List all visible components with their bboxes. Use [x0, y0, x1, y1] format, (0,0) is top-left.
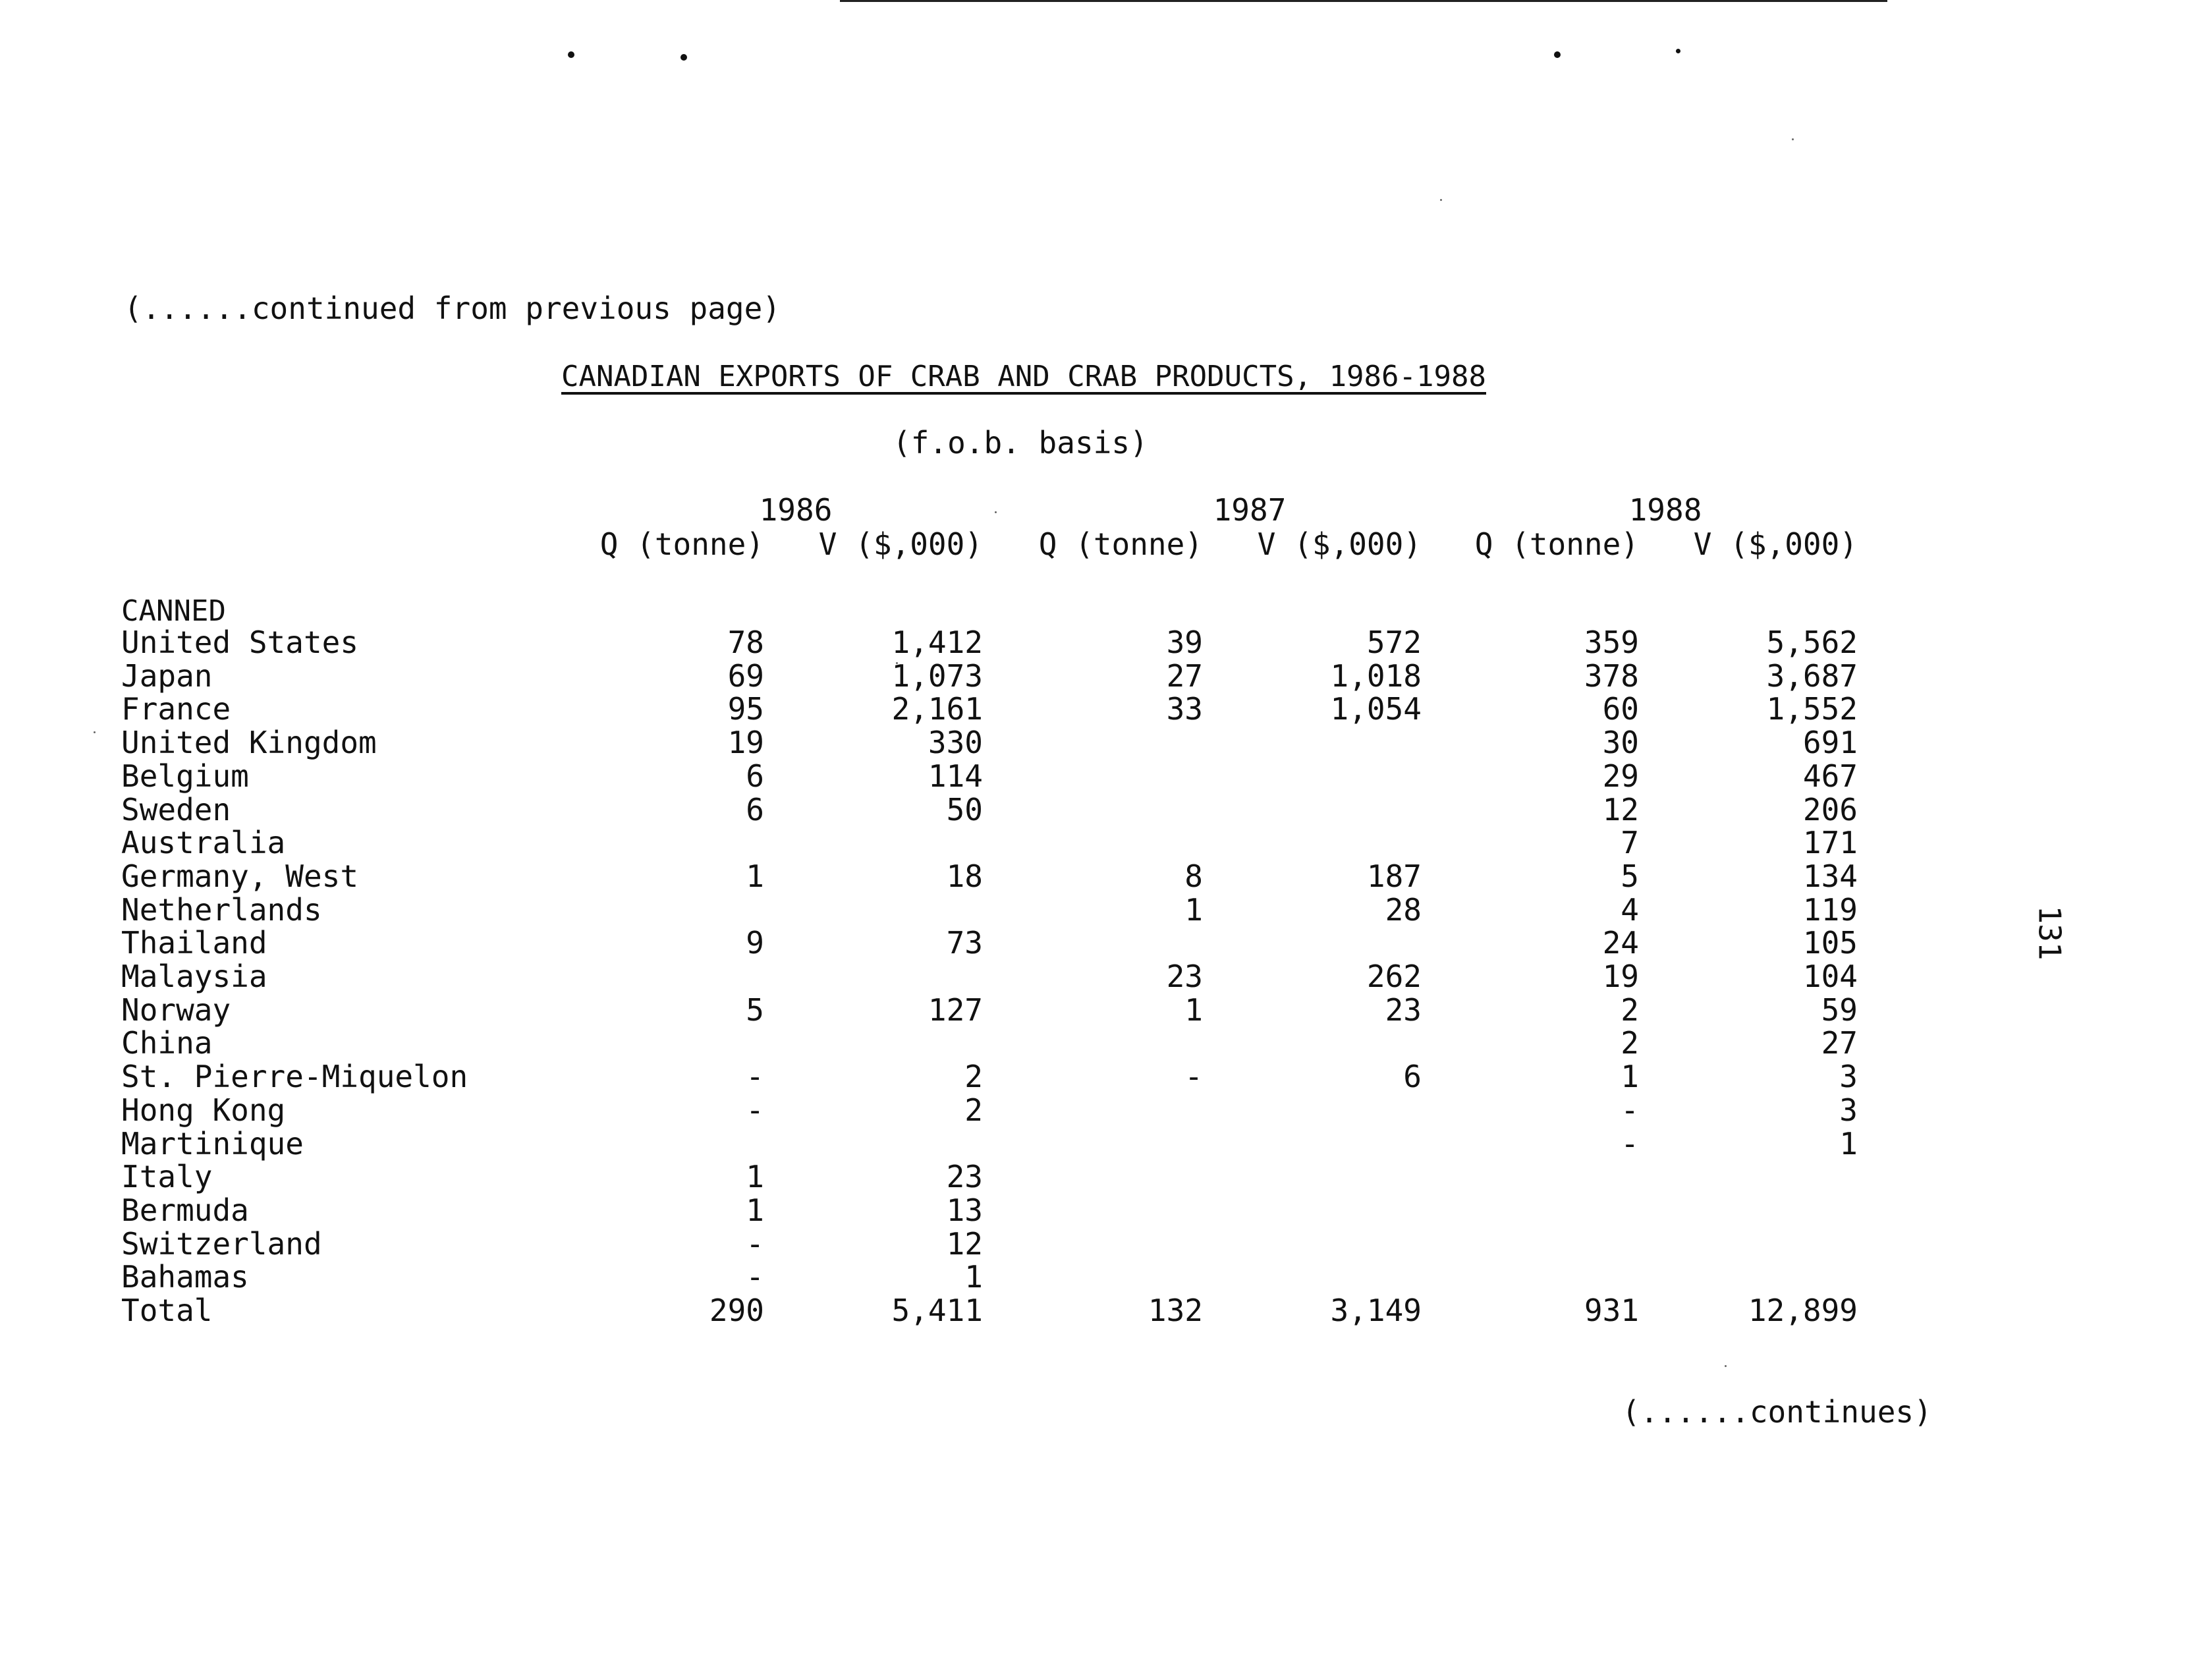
quantity-cell: - — [746, 1059, 764, 1095]
country-name: China — [121, 1025, 213, 1061]
country-name: Bahamas — [121, 1259, 249, 1295]
quantity-cell: - — [746, 1092, 764, 1128]
value-cell: 572 — [1366, 625, 1422, 660]
value-cell: 134 — [1802, 858, 1858, 894]
country-name: Thailand — [121, 925, 267, 961]
quantity-cell: 6 — [746, 791, 764, 827]
value-cell: 3 — [1839, 1092, 1858, 1128]
scan-speck — [1554, 51, 1561, 58]
quantity-cell: 5 — [746, 992, 764, 1028]
quantity-cell: - — [746, 1225, 764, 1262]
quantity-cell: 5 — [1621, 858, 1639, 894]
scan-dust — [1792, 138, 1794, 140]
table-row — [0, 1060, 2193, 1094]
page-subtitle: (f.o.b. basis) — [893, 425, 1148, 461]
year-header-1986: 1986 — [759, 492, 833, 528]
quantity-cell: 1 — [746, 1192, 764, 1228]
value-cell: 13 — [946, 1192, 983, 1228]
value-cell: 50 — [946, 791, 983, 827]
country-name: Belgium — [121, 758, 249, 794]
value-cell: 206 — [1802, 791, 1858, 827]
country-name: United States — [121, 625, 359, 660]
scan-dust — [1725, 1365, 1727, 1367]
table-row — [0, 626, 2193, 659]
scan-speck — [1676, 49, 1680, 53]
value-cell: 119 — [1802, 891, 1858, 928]
top-rule — [840, 0, 1887, 2]
scan-speck — [568, 51, 574, 58]
value-cell: 1,412 — [891, 625, 983, 660]
value-cell: 1 — [964, 1259, 983, 1295]
quantity-cell: 78 — [727, 625, 764, 660]
quantity-cell: 2 — [1621, 992, 1639, 1028]
value-cell: 73 — [946, 925, 983, 961]
value-cell: 2 — [964, 1059, 983, 1095]
quantity-cell: 6 — [746, 758, 764, 794]
country-name: Sweden — [121, 791, 231, 827]
scan-dust — [995, 511, 997, 513]
country-name: United Kingdom — [121, 725, 377, 761]
country-name: Australia — [121, 825, 286, 861]
scan-speck — [680, 54, 687, 61]
table-row — [0, 760, 2193, 793]
quantity-cell: 378 — [1584, 658, 1639, 694]
table-row — [0, 1260, 2193, 1294]
quantity-cell: 30 — [1602, 725, 1639, 761]
value-cell: 1,073 — [891, 658, 983, 694]
section-label: CANNED — [121, 594, 226, 628]
country-name: France — [121, 691, 231, 727]
table-row — [0, 994, 2193, 1027]
value-cell: 1,018 — [1330, 658, 1422, 694]
quantity-cell: 39 — [1166, 625, 1203, 660]
quantity-cell: 132 — [1148, 1293, 1203, 1328]
continued-note: (......continued from previous page) — [124, 291, 781, 326]
page-number: 131 — [2032, 905, 2068, 961]
quantity-cell: 359 — [1584, 625, 1639, 660]
quantity-cell: 7 — [1621, 825, 1639, 861]
value-cell: 104 — [1802, 959, 1858, 994]
scan-dust — [1440, 199, 1442, 201]
continues-note: (......continues) — [1622, 1394, 1932, 1430]
table-row — [0, 659, 2193, 693]
column-header-q-1988: Q (tonne) — [1474, 526, 1639, 562]
table-row — [0, 860, 2193, 893]
table-row — [0, 793, 2193, 827]
column-header-q-1986: Q (tonne) — [599, 526, 764, 562]
country-name: Bermuda — [121, 1192, 249, 1228]
quantity-cell: - — [1621, 1125, 1639, 1162]
value-cell: 5,562 — [1766, 625, 1858, 660]
value-cell: 1,552 — [1766, 691, 1858, 727]
table-row — [0, 1127, 2193, 1161]
quantity-cell: 12 — [1602, 791, 1639, 827]
quantity-cell: 290 — [709, 1293, 764, 1328]
quantity-cell: 27 — [1166, 658, 1203, 694]
quantity-cell: 33 — [1166, 691, 1203, 727]
value-cell: 262 — [1366, 959, 1422, 994]
table-row — [0, 893, 2193, 927]
table-row — [0, 926, 2193, 960]
quantity-cell: 1 — [746, 858, 764, 894]
country-name: Martinique — [121, 1125, 304, 1162]
value-cell: 691 — [1802, 725, 1858, 761]
country-name: Total — [121, 1293, 213, 1328]
year-header-1987: 1987 — [1213, 492, 1287, 528]
value-cell: 59 — [1821, 992, 1858, 1028]
value-cell: 1 — [1839, 1125, 1858, 1162]
column-header-v-1988: V ($,000) — [1693, 526, 1858, 562]
value-cell: 3,687 — [1766, 658, 1858, 694]
quantity-cell: - — [1621, 1092, 1639, 1128]
value-cell: 5,411 — [891, 1293, 983, 1328]
country-name: Switzerland — [121, 1225, 322, 1262]
quantity-cell: 29 — [1602, 758, 1639, 794]
table-row — [0, 1094, 2193, 1127]
table-row — [0, 692, 2193, 726]
value-cell: 2,161 — [891, 691, 983, 727]
quantity-cell: 95 — [727, 691, 764, 727]
value-cell: 2 — [964, 1092, 983, 1128]
value-cell: 27 — [1821, 1025, 1858, 1061]
quantity-cell: 931 — [1584, 1293, 1639, 1328]
quantity-cell: 60 — [1602, 691, 1639, 727]
value-cell: 18 — [946, 858, 983, 894]
country-name: Italy — [121, 1159, 213, 1195]
quantity-cell: 24 — [1602, 925, 1639, 961]
quantity-cell: - — [746, 1259, 764, 1295]
quantity-cell: 1 — [1184, 992, 1203, 1028]
value-cell: 23 — [946, 1159, 983, 1195]
value-cell: 114 — [928, 758, 983, 794]
quantity-cell: 23 — [1166, 959, 1203, 994]
total-row — [0, 1294, 2193, 1328]
table-row — [0, 726, 2193, 760]
country-name: Germany, West — [121, 858, 359, 894]
table-row — [0, 1194, 2193, 1227]
year-header-1988: 1988 — [1628, 492, 1702, 528]
value-cell: 467 — [1802, 758, 1858, 794]
quantity-cell: - — [1184, 1059, 1203, 1095]
quantity-cell: 19 — [727, 725, 764, 761]
value-cell: 6 — [1403, 1059, 1422, 1095]
quantity-cell: 9 — [746, 925, 764, 961]
quantity-cell: 19 — [1602, 959, 1639, 994]
country-name: Hong Kong — [121, 1092, 286, 1128]
value-cell: 3,149 — [1330, 1293, 1422, 1328]
value-cell: 187 — [1366, 858, 1422, 894]
table-row — [0, 1160, 2193, 1194]
country-name: Malaysia — [121, 959, 267, 994]
country-name: Netherlands — [121, 891, 322, 928]
quantity-cell: 2 — [1621, 1025, 1639, 1061]
value-cell: 127 — [928, 992, 983, 1028]
country-name: Norway — [121, 992, 231, 1028]
country-name: Japan — [121, 658, 213, 694]
quantity-cell: 1 — [1184, 891, 1203, 928]
quantity-cell: 4 — [1621, 891, 1639, 928]
table-row — [0, 1227, 2193, 1261]
quantity-cell: 8 — [1184, 858, 1203, 894]
quantity-cell: 1 — [746, 1159, 764, 1195]
page-title: CANADIAN EXPORTS OF CRAB AND CRAB PRODUCTS, 1986-1988 — [561, 360, 1486, 393]
value-cell: 3 — [1839, 1059, 1858, 1095]
value-cell: 28 — [1385, 891, 1422, 928]
table-row — [0, 960, 2193, 994]
quantity-cell: 1 — [1621, 1059, 1639, 1095]
value-cell: 12,899 — [1748, 1293, 1858, 1328]
value-cell: 1,054 — [1330, 691, 1422, 727]
table-row — [0, 826, 2193, 860]
column-header-v-1987: V ($,000) — [1257, 526, 1422, 562]
column-header-q-1987: Q (tonne) — [1038, 526, 1203, 562]
value-cell: 171 — [1802, 825, 1858, 861]
value-cell: 105 — [1802, 925, 1858, 961]
country-name: St. Pierre-Miquelon — [121, 1059, 468, 1095]
value-cell: 12 — [946, 1225, 983, 1262]
table-row — [0, 1026, 2193, 1060]
value-cell: 23 — [1385, 992, 1422, 1028]
quantity-cell: 69 — [727, 658, 764, 694]
column-header-v-1986: V ($,000) — [818, 526, 983, 562]
value-cell: 330 — [928, 725, 983, 761]
